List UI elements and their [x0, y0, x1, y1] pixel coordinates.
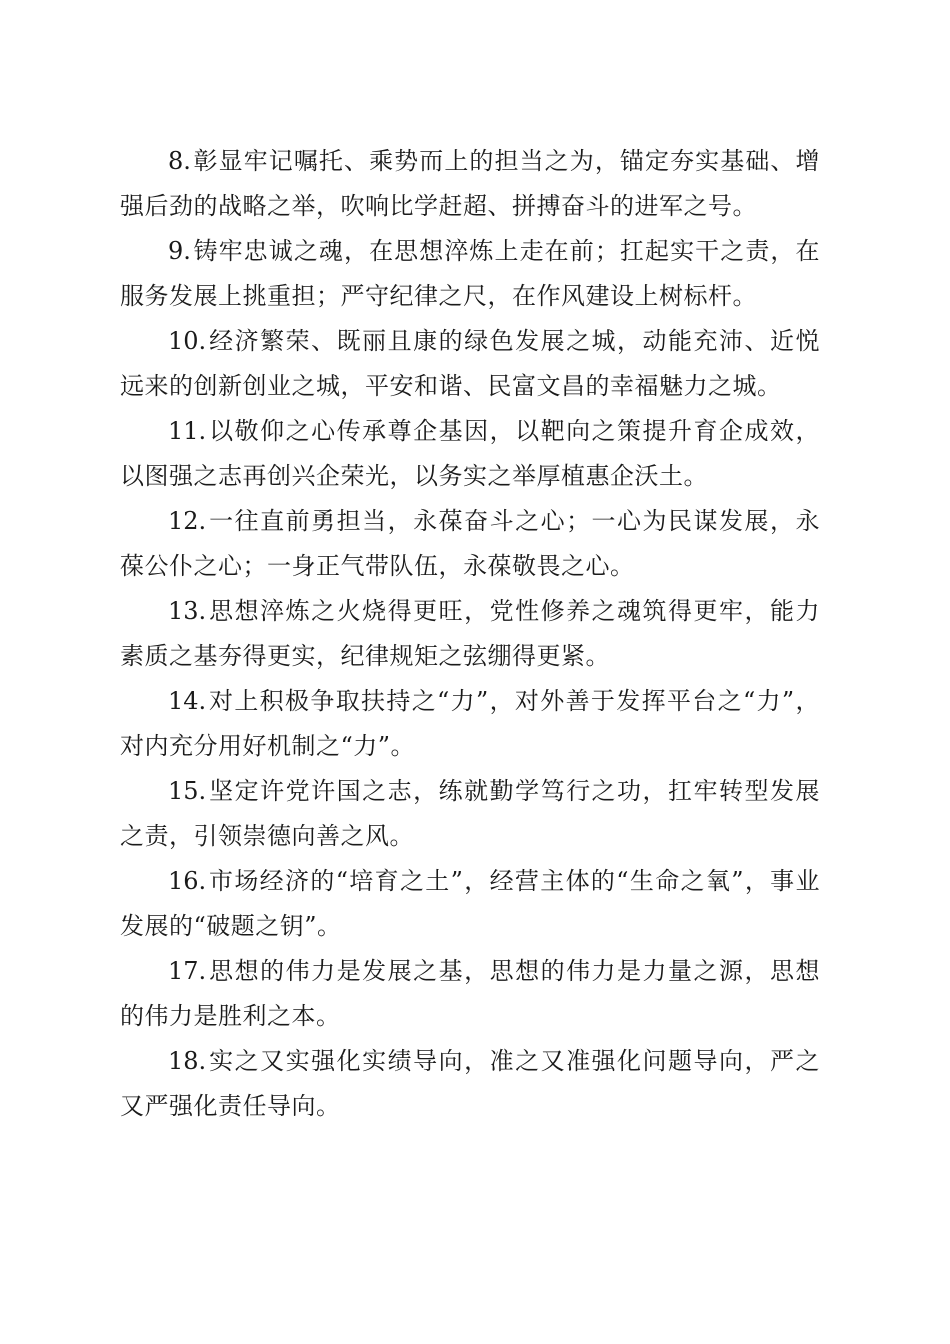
paragraph-number: 15. — [168, 777, 207, 805]
paragraph-number: 14. — [168, 687, 207, 715]
paragraph-text: 彰显牢记嘱托、乘势而上的担当之为，锚定夯实基础、增强后劲的战略之举，吹响比学赶超、拼搏奋斗的进军之号。 — [120, 147, 820, 220]
paragraph-18 — [120, 1039, 820, 1129]
paragraph-10 — [120, 319, 820, 409]
paragraph-text: 一往直前勇担当，永葆奋斗之心；一心为民谋发展，永葆公仆之心；一身正气带队伍，永葆敬畏之心。 — [120, 507, 820, 580]
paragraph-number: 10. — [168, 327, 207, 355]
paragraph-12 — [120, 499, 820, 589]
paragraph-9 — [120, 229, 820, 319]
paragraph-number: 13. — [168, 597, 207, 625]
paragraph-text: 对上积极争取扶持之“力”，对外善于发挥平台之“力”，对内充分用好机制之“力”。 — [120, 687, 820, 760]
paragraph-8 — [120, 139, 820, 229]
paragraph-number: 9. — [168, 237, 191, 265]
paragraph-number: 8. — [168, 147, 191, 175]
paragraph-number: 12. — [168, 507, 207, 535]
paragraph-text: 经济繁荣、既丽且康的绿色发展之城，动能充沛、近悦远来的创新创业之城，平安和谐、民富文昌的幸福魅力之城。 — [120, 327, 820, 400]
paragraph-number: 17. — [168, 957, 207, 985]
paragraph-15 — [120, 769, 820, 859]
paragraph-text: 以敬仰之心传承尊企基因，以靶向之策提升育企成效，以图强之志再创兴企荣光，以务实之举厚植惠企沃土。 — [120, 417, 820, 490]
paragraph-14 — [120, 679, 820, 769]
paragraph-text: 实之又实强化实绩导向，准之又准强化问题导向，严之又严强化责任导向。 — [120, 1047, 820, 1120]
paragraph-16 — [120, 859, 820, 949]
paragraph-text: 思想的伟力是发展之基，思想的伟力是力量之源，思想的伟力是胜利之本。 — [120, 957, 820, 1030]
paragraph-13 — [120, 589, 820, 679]
paragraph-text: 铸牢忠诚之魂，在思想淬炼上走在前；扛起实干之责，在服务发展上挑重担；严守纪律之尺，在作风建设上树标杆。 — [120, 237, 820, 310]
paragraph-text: 坚定许党许国之志，练就勤学笃行之功，扛牢转型发展之责，引领崇德向善之风。 — [120, 777, 820, 850]
paragraph-number: 18. — [168, 1047, 207, 1075]
paragraph-number: 16. — [168, 867, 207, 895]
paragraph-text: 思想淬炼之火烧得更旺，党性修养之魂筑得更牢，能力素质之基夯得更实，纪律规矩之弦绷得更紧。 — [120, 597, 820, 670]
paragraph-11 — [120, 409, 820, 499]
paragraph-number: 11. — [168, 417, 207, 445]
paragraph-17 — [120, 949, 820, 1039]
document-body — [120, 139, 820, 1129]
paragraph-text: 市场经济的“培育之土”，经营主体的“生命之氧”，事业发展的“破题之钥”。 — [120, 867, 820, 940]
